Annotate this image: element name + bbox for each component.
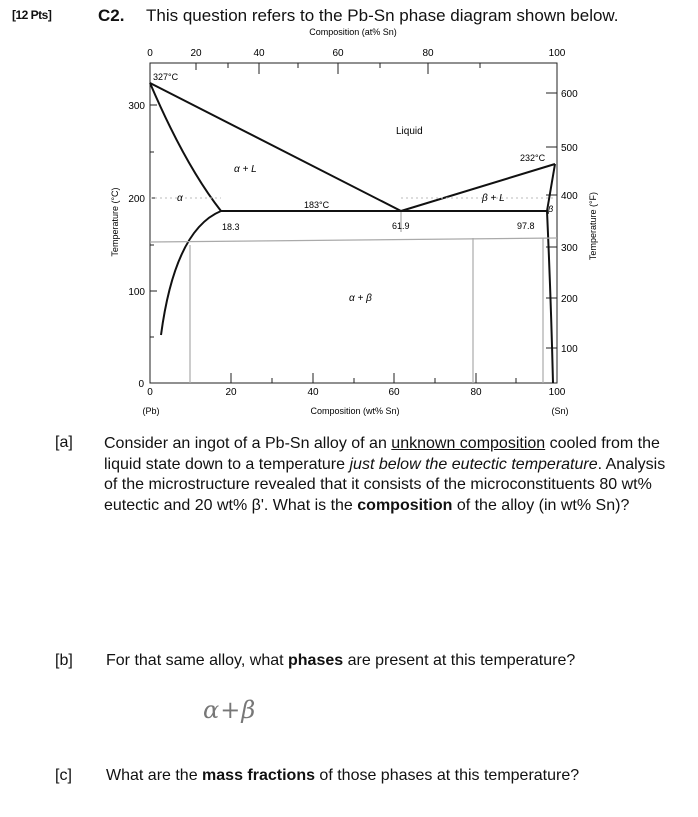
eutectic-comp: 61.9 xyxy=(392,221,410,231)
right-axis-title: Temperature (°F) xyxy=(588,191,598,261)
bottom-tick-label: 0 xyxy=(147,387,153,398)
right-tick-label: 300 xyxy=(561,243,578,254)
part-c-label: [c] xyxy=(55,767,72,784)
beta-liquid-label: β + L xyxy=(482,193,505,204)
bottom-tick-label: 80 xyxy=(470,387,482,398)
diagram-line xyxy=(150,238,557,242)
alpha-beta-label: α + β xyxy=(349,293,372,304)
right-tick-label: 600 xyxy=(561,89,578,100)
eutectic-temp-label: 183°C xyxy=(304,200,330,210)
left-tick-label: 0 xyxy=(138,379,144,390)
bottom-tick-label: 100 xyxy=(548,387,566,398)
phase-boundaries xyxy=(150,83,555,383)
right-tick-label: 400 xyxy=(561,191,578,202)
points-label: [12 Pts] xyxy=(12,8,52,22)
right-tick-label: 500 xyxy=(561,143,578,154)
top-tick-label: 80 xyxy=(422,48,434,59)
beta-solvus-comp: 97.8 xyxy=(517,221,535,231)
top-tick-label: 100 xyxy=(548,48,566,59)
top-tick-label: 20 xyxy=(190,48,202,59)
bottom-axis-title: Composition (wt% Sn) xyxy=(310,406,400,416)
bottom-tick-label: 40 xyxy=(307,387,319,398)
beta-region-label: β xyxy=(548,204,554,214)
pb-label: (Pb) xyxy=(142,406,160,416)
bottom-ticks xyxy=(190,373,516,383)
part-a-label: [a] xyxy=(55,434,73,451)
top-axis-title: Composition (at% Sn) xyxy=(309,27,397,37)
pb-melting-label: 327°C xyxy=(153,72,179,82)
sn-label: (Sn) xyxy=(551,406,569,416)
top-ticks xyxy=(150,63,557,74)
unknown-composition-underline: unknown composition xyxy=(391,435,546,452)
left-ticks xyxy=(150,105,157,337)
bottom-tick-label: 60 xyxy=(388,387,400,398)
left-tick-label: 100 xyxy=(128,287,145,298)
part-b-text: For that same alloy, what phases are present at this temperature? xyxy=(106,652,576,669)
plot-frame xyxy=(150,63,557,383)
solvus-alpha xyxy=(161,211,221,335)
left-tick-label: 200 xyxy=(128,194,145,205)
question-number: C2. xyxy=(98,6,125,25)
left-axis-title: Temperature (°C) xyxy=(110,187,120,257)
liquidus-alpha xyxy=(150,83,401,211)
bottom-tick-label: 20 xyxy=(225,387,237,398)
alpha-solvus-comp: 18.3 xyxy=(222,222,240,232)
alpha-region-label: α xyxy=(177,193,183,204)
top-tick-label: 0 xyxy=(147,48,153,59)
top-tick-label: 40 xyxy=(253,48,265,59)
top-tick-label: 60 xyxy=(332,48,344,59)
part-c-text: What are the mass fractions of those phases at this temperature? xyxy=(106,767,580,784)
liquidus-beta xyxy=(401,164,555,211)
sn-melting-label: 232°C xyxy=(520,153,546,163)
question-text: This question refers to the Pb-Sn phase diagram shown below. xyxy=(146,6,619,25)
left-tick-label: 300 xyxy=(128,101,145,112)
part-a-text: Consider an ingot of a Pb-Sn alloy of an unknown composition cooled from the liquid state down to a temperature just below the eutectic temperature. Analysis of the microstructure revealed that it consists of the microconstituents 80 wt% eutectic and 20 wt% β'. What is the composition of the alloy (in wt% Sn)? xyxy=(104,435,666,514)
right-tick-label: 200 xyxy=(561,294,578,305)
handwritten-answer: α+β xyxy=(203,696,257,724)
alpha-liquid-label: α + L xyxy=(234,164,257,175)
solvus-beta xyxy=(547,211,553,383)
right-tick-label: 100 xyxy=(561,344,578,355)
liquid-region-label: Liquid xyxy=(396,126,423,137)
part-b-label: [b] xyxy=(55,652,73,669)
